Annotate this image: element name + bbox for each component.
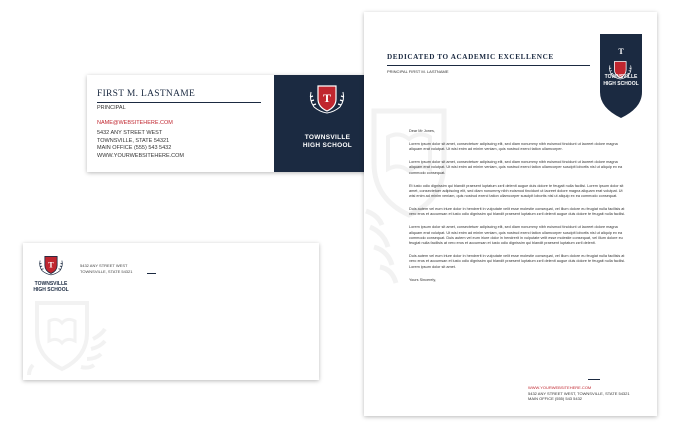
envelope bbox=[23, 243, 319, 380]
school-line1: TOWNSVILLE bbox=[604, 74, 638, 80]
letter-closing: Yours Sincerely, bbox=[409, 277, 437, 282]
letterhead-principal: PRINCIPAL FIRST M. LASTNAME bbox=[387, 69, 449, 74]
crest-letter: T bbox=[48, 260, 54, 270]
school-line2: HIGH SCHOOL bbox=[33, 287, 69, 293]
school-line2: HIGH SCHOOL bbox=[603, 81, 639, 87]
crest-letter: T bbox=[618, 47, 624, 56]
business-card bbox=[87, 75, 381, 172]
card-address-line: WWW.YOURWEBSITEHERE.COM bbox=[97, 152, 184, 159]
letterhead-rule bbox=[387, 65, 590, 66]
school-shield-logo bbox=[600, 34, 642, 118]
letter-body bbox=[409, 129, 629, 290]
envelope-address-line: TOWNSVILLE, STATE 54321 bbox=[80, 268, 133, 274]
letter-paragraph: Lorem ipsum dolor sit amet, consectetuer adipiscing elit, sed diam nonummy nibh euismod tincidunt ut laoreet dolore magna aliquam erat volutpat. Ut wisi enim ad minim veniam, quis nostrud exerci tation ullamcorper suscipit lobortis nisl ut aliquip ex ea commodo consequat. Duis autem vel eum iriure dolor in hendrerit in vulputate velit esse molestie consequat, vel illum dolore eu feugiat nulla facilisis at vero eros et accumsan et iusto odio dignissim qui blandit praesent luptatum zzril delenit. bbox=[409, 225, 623, 246]
card-address bbox=[97, 130, 184, 160]
footer-website: WWW.YOURWEBSITEHERE.COM bbox=[528, 385, 592, 390]
card-address-line: 5432 ANY STREET WEST bbox=[97, 130, 163, 136]
crest-icon bbox=[305, 85, 349, 115]
card-name: FIRST M. LASTNAME bbox=[97, 89, 196, 99]
letterhead-footer bbox=[528, 385, 630, 402]
envelope-dash bbox=[147, 273, 156, 274]
letter-paragraph: Et iusto odio dignissim qui blandit praesent luptatum zzril delenit augue duis dolore te feugait nulla facilisi. Lorem ipsum dolor sit amet, consectetuer adipiscing elit, sed diam nonummy nibh euismod tincidunt ut laoreet dolore magna aliquam erat volutpat. Ut wisi enim ad minim veniam, quis nostrud exerci tation ullamcorper suscipit lobortis nisl ut aliquip ex ea commodo consequat. bbox=[409, 183, 624, 199]
footer-phone: MAIN OFFICE (555) 543 5432 bbox=[528, 396, 583, 402]
letterhead bbox=[364, 12, 657, 416]
card-rule bbox=[97, 102, 261, 103]
card-address-line: MAIN OFFICE (555) 543 5432 bbox=[97, 145, 172, 152]
letter-paragraph: Duis autem vel eum iriure dolor in hendrerit in vulputate velit esse molestie consequat, vel illum dolore eu feugiat nulla facilisis at vero eros et accumsan et iusto odio dignissim qui blandit praesent luptatum zzril delenit augue duis dolore te feugait nulla facilisi. Lorem ipsum dolor sit amet. bbox=[409, 254, 626, 269]
envelope-school-name bbox=[29, 281, 73, 293]
card-email: NAME@WEBSITEHERE.COM bbox=[97, 120, 173, 126]
footer-address: 5432 ANY STREET WEST, TOWNSVILLE, STATE 54321 bbox=[528, 390, 630, 396]
crest-icon bbox=[36, 255, 66, 277]
watermark-crest-icon bbox=[27, 299, 117, 379]
envelope-address-line: 5432 ANY STREET WEST bbox=[80, 263, 128, 268]
envelope-return-address bbox=[80, 263, 132, 274]
letterhead-footer-dash bbox=[588, 379, 600, 380]
school-line1: TOWNSVILLE bbox=[34, 281, 68, 287]
card-address-line: TOWNSVILLE, STATE 54321 bbox=[97, 137, 170, 144]
school-line1: TOWNSVILLE bbox=[304, 134, 351, 141]
school-line2: HIGH SCHOOL bbox=[302, 142, 353, 149]
letter-salutation: Dear Mr Jones, bbox=[409, 129, 435, 133]
letter-paragraph: Lorem ipsum dolor sit amet, consectetuer adipiscing elit, sed diam nonummy nibh euismod tincidunt ut laoreet dolore magna aliquam erat volutpat. Ut wisi enim ad minim veniam, quis nostrud exerci tation ullamcorper suscipit lobortis nisl ut aliquip ex ea commodo consequat. bbox=[409, 160, 623, 175]
letter-paragraph: Lorem ipsum dolor sit amet, consectetuer adipiscing elit, sed diam nonummy nibh euismod tincidunt ut laoreet dolore magna aliquam erat volutpat. Ut wisi enim ad minim veniam, quis nostrud exerci tation ullamcorper. bbox=[409, 141, 618, 152]
letterhead-tagline: DEDICATED TO ACADEMIC EXCELLENCE bbox=[387, 53, 554, 61]
crest-letter: T bbox=[322, 91, 332, 105]
letter-paragraph: Duis autem vel eum iriure dolor in hendrerit in vulputate velit esse molestie consequat, vel illum dolore eu feugiat nulla facilisis at vero eros et accumsan et iusto odio dignissim qui blandit praesent luptatum zzril delenit augue duis dolore te feugait nulla facilisi. bbox=[409, 207, 626, 217]
card-title: PRINCIPAL bbox=[97, 105, 126, 111]
